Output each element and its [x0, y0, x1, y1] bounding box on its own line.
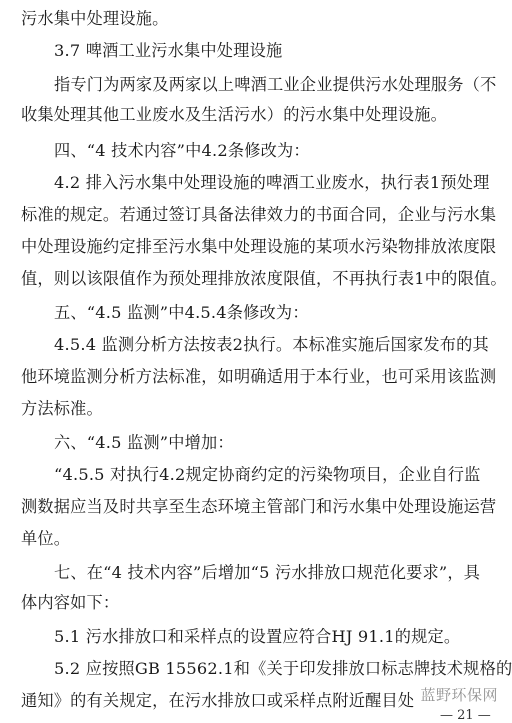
text-line-13: 方法标准。: [21, 399, 103, 418]
text-line-11: 4.5.4 监测分析方法按表2执行。本标准实施后国家发布的其: [54, 335, 489, 354]
text-line-1: 污水集中处理设施。: [21, 9, 169, 28]
text-line-3: 指专门为两家及两家以上啤酒工业企业提供污水处理服务（不: [54, 75, 497, 94]
amendment-heading-7: 七、在“4 技术内容”后增加“5 污水排放口规范化要求”，具: [54, 563, 481, 582]
text-line-15: “4.5.5 对执行4.2规定协商约定的污染物项目，企业自行监: [54, 465, 481, 484]
text-line-21: 5.2 应按照GB 15562.1和《关于印发排放口标志牌技术规格的: [54, 659, 512, 678]
text-line-7: 标准的规定。若通过签订具备法律效力的书面合同，企业与污水集: [21, 205, 497, 224]
amendment-heading-4: 四、“4 技术内容”中4.2条修改为：: [54, 141, 310, 160]
text-line-20: 5.1 污水排放口和采样点的设置应符合HJ 91.1的规定。: [54, 627, 461, 646]
text-line-6: 4.2 排入污水集中处理设施的啤酒工业废水，执行表1预处理: [54, 173, 490, 192]
text-line-8: 中处理设施约定排至污水集中处理设施的某项水污染物排放浓度限: [21, 237, 497, 256]
text-line-22: 通知》的有关规定，在污水排放口或采样点附近醒目处: [21, 691, 415, 710]
page-number: — 21 —: [440, 708, 491, 723]
text-line-9: 值，则以该限值作为预处理排放浓度限值，不再执行表1中的限值。: [21, 269, 507, 288]
amendment-heading-6: 六、“4.5 监测”中增加：: [54, 433, 234, 452]
text-line-16: 测数据应当及时共享至生态环境主管部门和污水集中处理设施运营: [21, 497, 497, 516]
text-line-17: 单位。: [21, 529, 71, 548]
watermark-logo: 蓝野环保网: [420, 686, 498, 704]
text-line-12: 他环境监测分析方法标准，如明确适用于本行业，也可采用该监测: [21, 367, 497, 386]
section-heading-3-7: 3.7 啤酒工业污水集中处理设施: [54, 41, 283, 60]
amendment-heading-5: 五、“4.5 监测”中4.5.4条修改为：: [54, 303, 309, 322]
text-line-4: 收集处理其他工业废水及生活污水）的污水集中处理设施。: [21, 105, 448, 124]
text-line-19: 体内容如下：: [21, 593, 120, 612]
